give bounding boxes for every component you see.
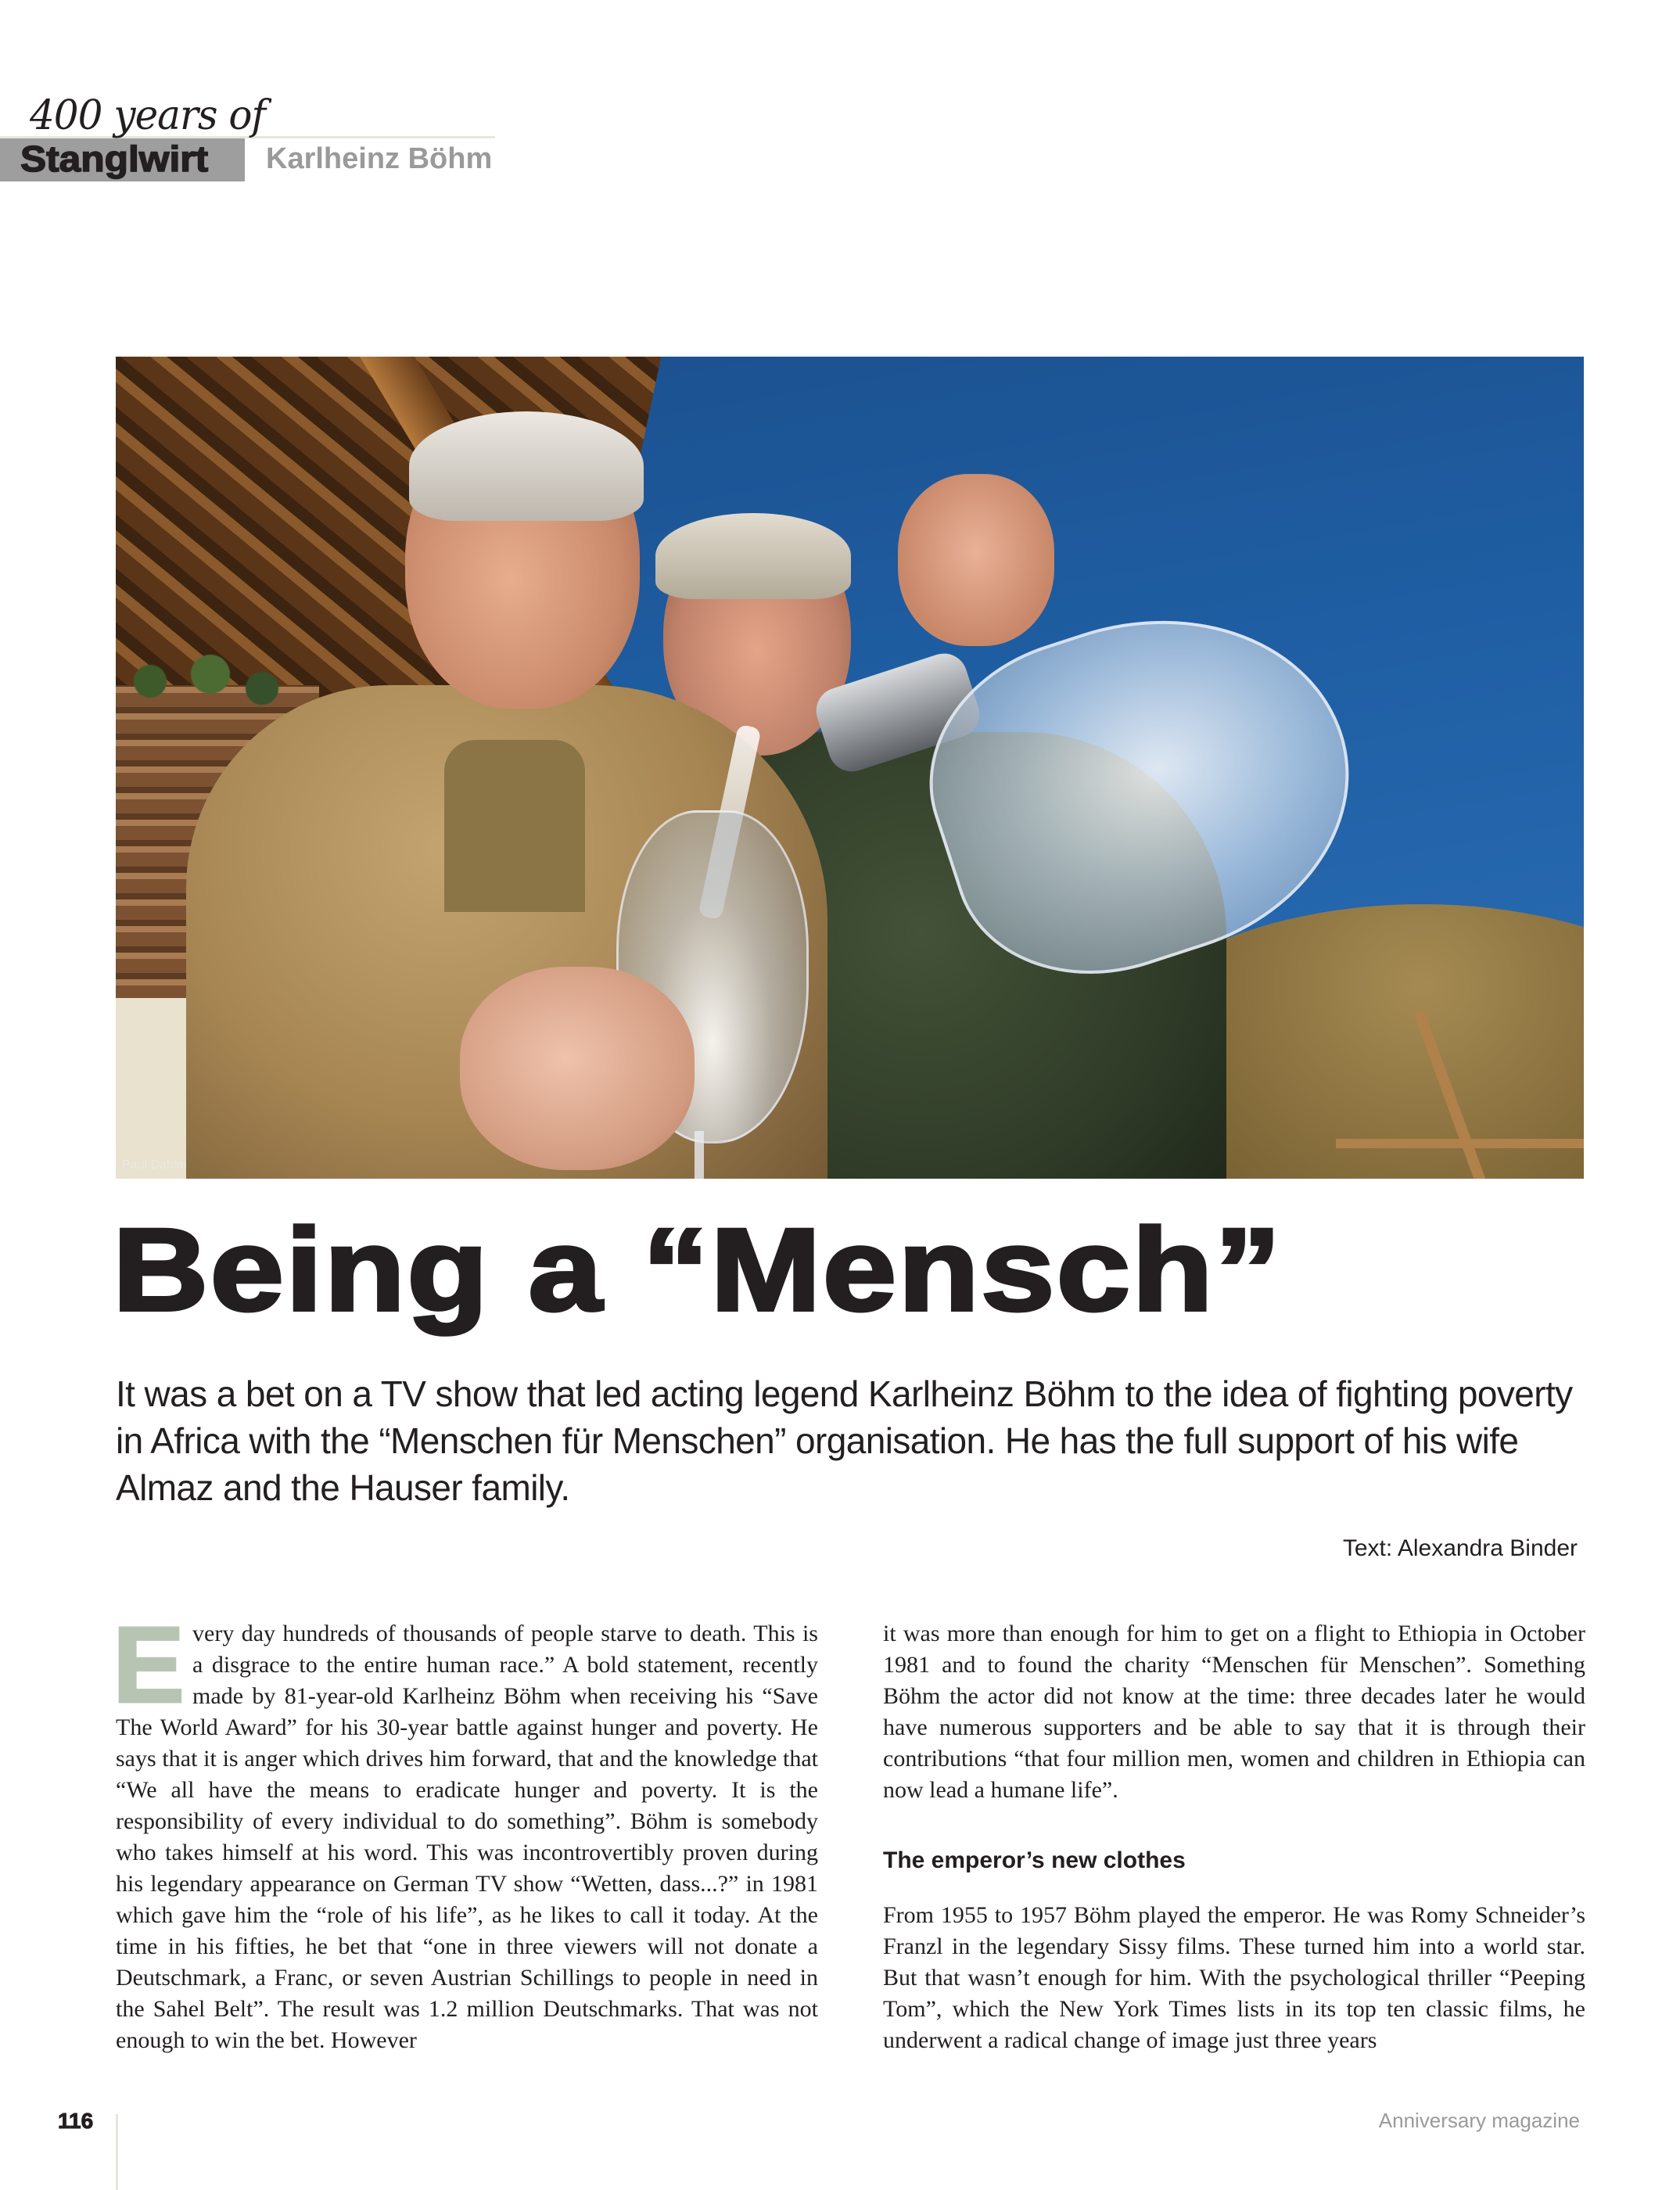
header-brand: Stanglwirt <box>20 138 209 179</box>
body-column-right <box>883 1618 1585 2056</box>
hero-photo <box>116 357 1584 1179</box>
wine-glass-stem <box>695 1131 704 1179</box>
paragraph-text: very day hundreds of thousands of people starve to death. This is a disgrace to the entire human race.” A bold statement, recently made by 81-year-old Karlheinz Böhm when receiving his “Save The World Award” for his 30-year battle against hunger and poverty. He says that it is anger which drives him forward, that and the knowledge that “We all have the means to eradicate hunger and poverty. It is the responsibility of every individual to do something”. Böhm is somebody who takes himself at his word. This was incontrovertibly proven during his legendary appearance on German TV show “Wetten, dass...?” in 1981 which gave him the “role of his life”, as he likes to call it today. At the time in his fifties, he bet that “one in three viewers will not donate a Deutschmark, a Franc, or seven Austrian Schillings to people in need in the Sahel Belt”. The result was 1.2 million Deutschmarks. That was not enough to win the bet. However <box>116 1621 818 2053</box>
drop-cap: E <box>113 1605 185 1725</box>
body-paragraph: From 1955 to 1957 Böhm played the emperor. He was Romy Schneider’s Franzl in the legendary Sissy films. These turned him into a world star. But that wasn’t enough for him. With the psychological thriller “Peeping Tom”, which the New York Times lists in its top ten classic films, he underwent a radical change of image just three years <box>883 1902 1585 2053</box>
hut-beam <box>1336 1139 1584 1148</box>
header-script-tagline: 400 years of <box>30 91 266 139</box>
man-left-hair <box>409 411 644 521</box>
article-standfirst: It was a bet on a TV show that led acting legend Karlheinz Böhm to the idea of fighting poverty in Africa with the “Menschen für Menschen” organisation. He has the full support of his wife Almaz and the Hauser family. <box>116 1373 1573 1508</box>
section-subheading: The emperor’s new clothes <box>883 1847 1186 1873</box>
body-column-left <box>113 1605 818 2056</box>
publication-name: Anniversary magazine <box>1378 2109 1580 2132</box>
man-right-hair <box>655 513 851 599</box>
pouring-hand <box>898 474 1054 646</box>
man-left-shirt <box>444 740 585 912</box>
holding-hand <box>460 967 695 1170</box>
photo-credit: Paul Dahlm <box>122 1158 187 1172</box>
balcony-plants <box>116 646 288 716</box>
header-topic: Karlheinz Böhm <box>266 142 493 175</box>
page-number: 116 <box>58 2109 94 2133</box>
article-byline: Text: Alexandra Binder <box>1342 1535 1578 1561</box>
footer-rule <box>116 2114 118 2190</box>
article-title: Being a “Mensch” <box>113 1204 1283 1335</box>
body-paragraph: it was more than enough for him to get on a flight to Ethiopia in October 1981 and to found the charity “Menschen für Menschen”. Something Böhm the actor did not know at the time: three decades later he would have numerous supporters and be able to say that it is through their contributions “that four million men, women and children in Ethiopia can now lead a humane life”. <box>883 1621 1585 1803</box>
body-paragraph <box>113 1605 818 2056</box>
